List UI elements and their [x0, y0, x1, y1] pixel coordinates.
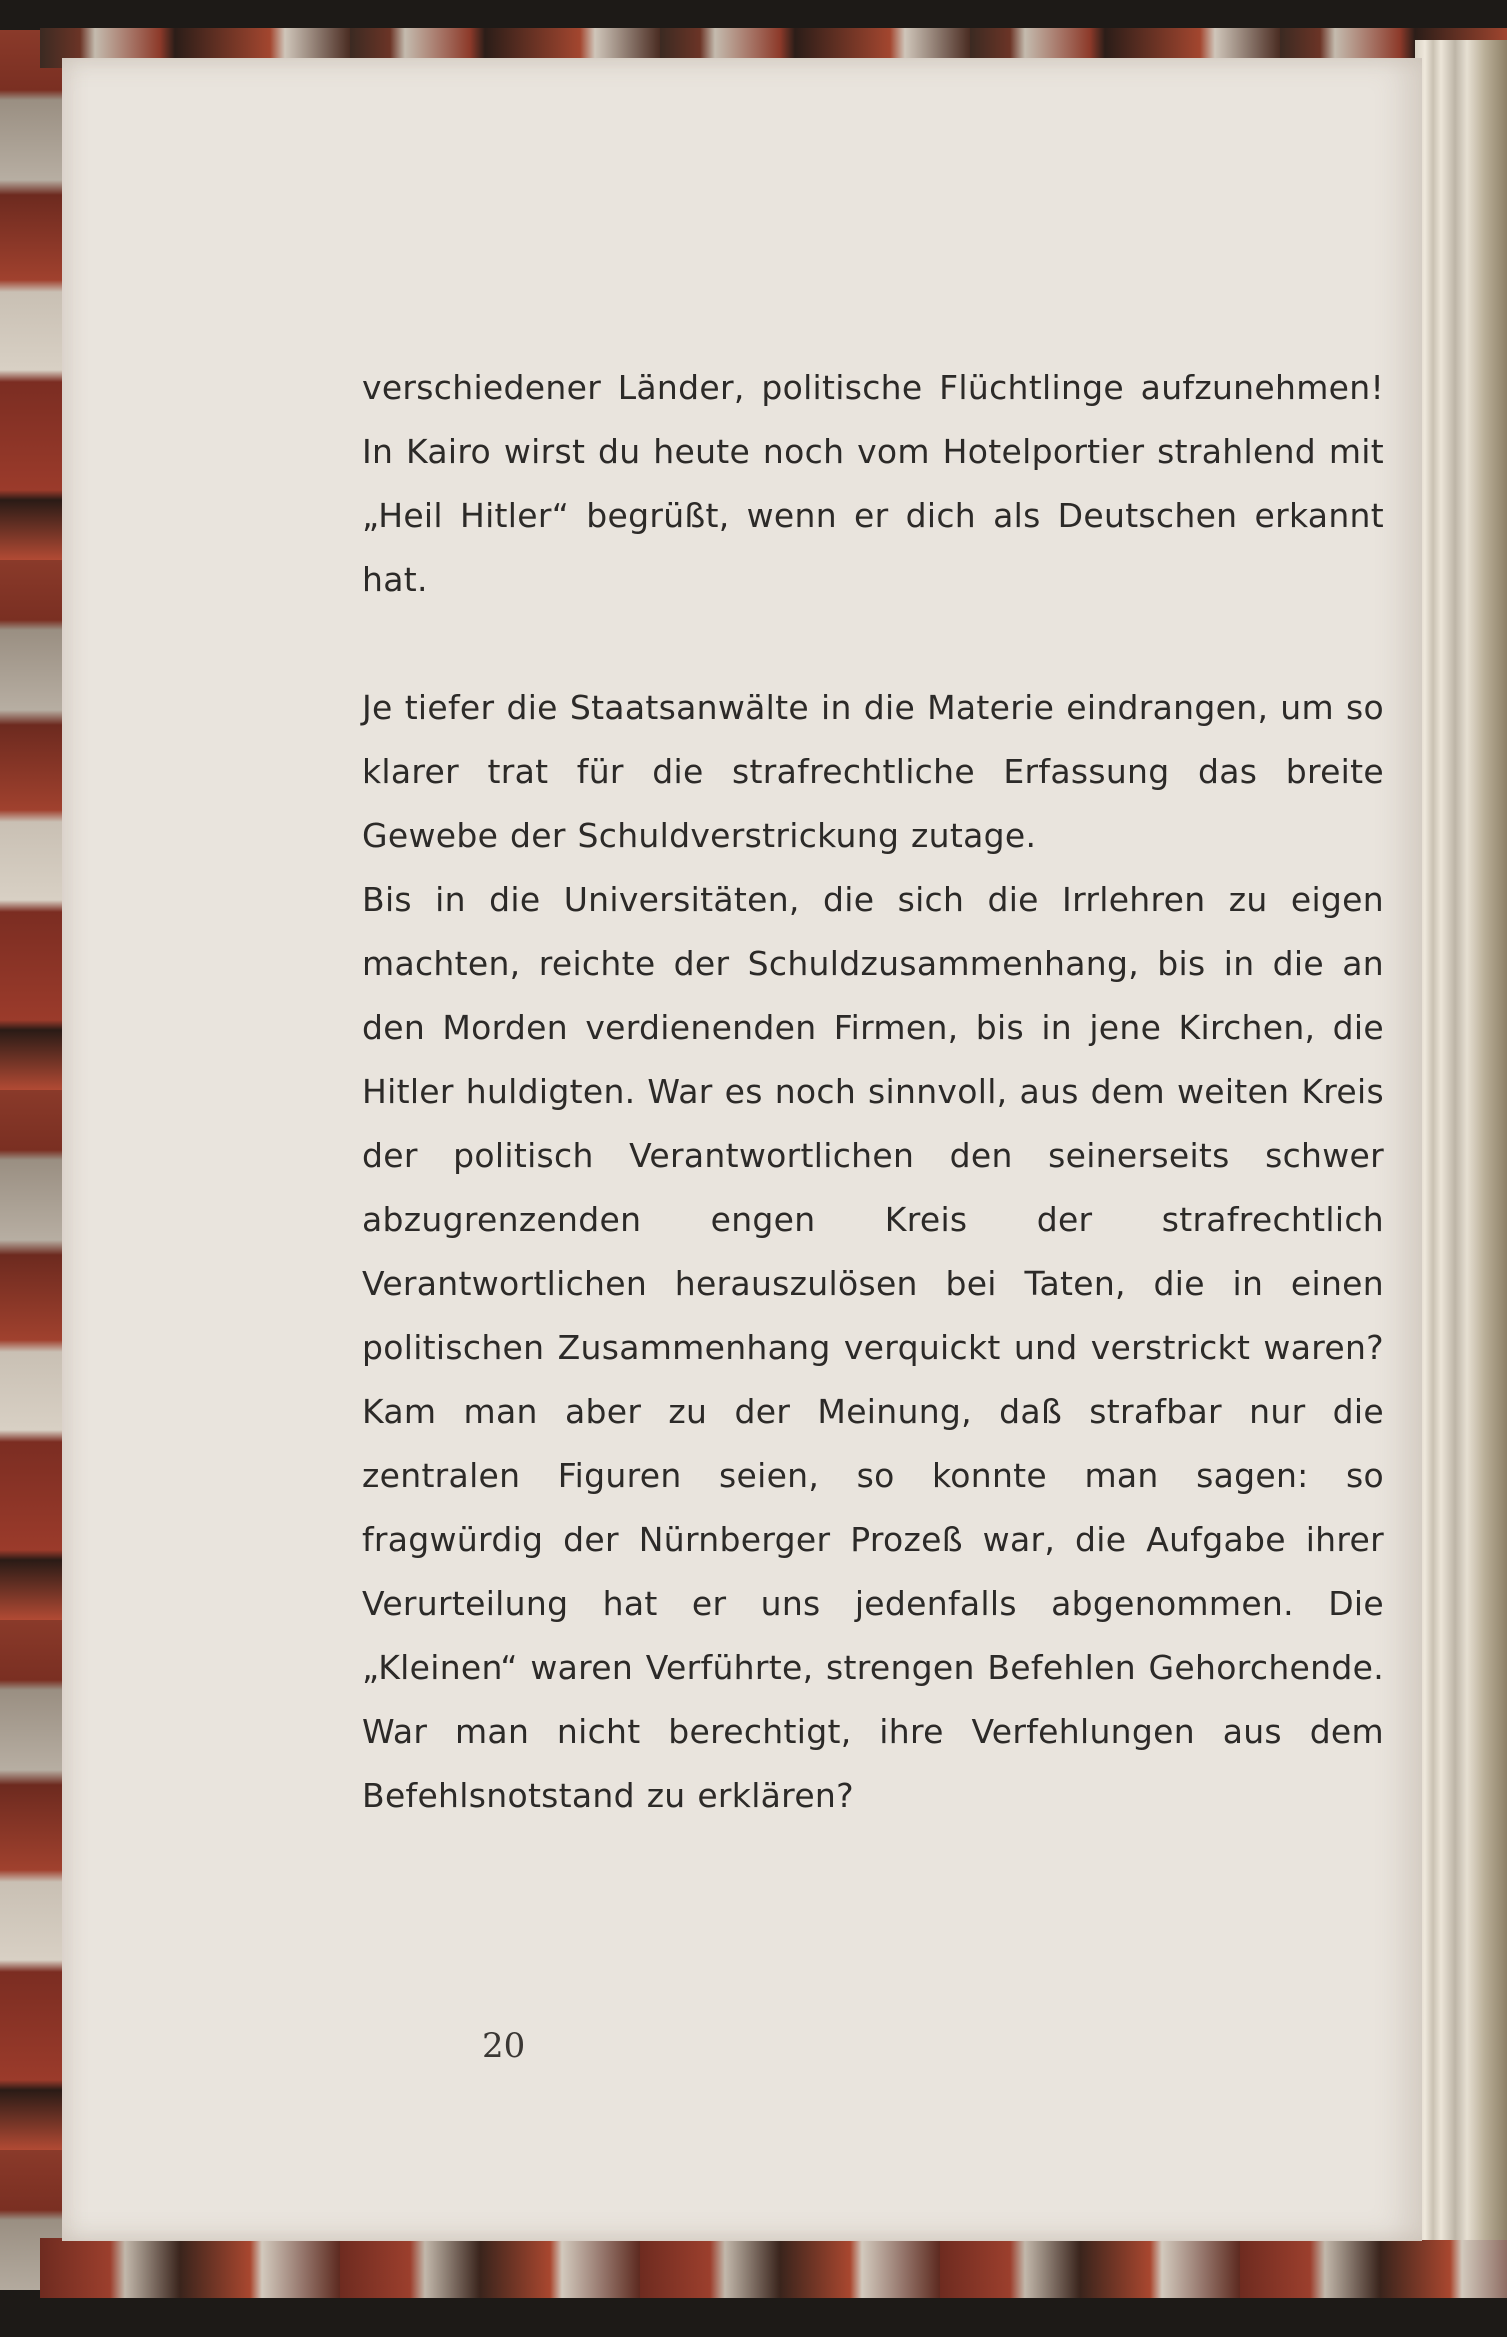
paragraph-2: Je tiefer die Staatsanwälte in die Materie eindrangen, um so klarer trat für die strafrechtliche Erfassung das breite Gewebe der Schuldverstrickung zutage. — [362, 688, 1384, 855]
book-page — [62, 58, 1422, 2241]
page-number: 20 — [482, 2026, 526, 2066]
paragraph-3: Bis in die Universitäten, die sich die Irrlehren zu eigen machten, reichte der Schuldzusammenhang, bis in die an den Morden verdienenden Firmen, bis in jene Kirchen, die Hitler huldigten. War es noch sinnvoll, aus dem weiten Kreis der politisch Verantwortlichen den seinerseits schwer abzugrenzenden engen Kreis der strafrechtlich Verantwortlichen herauszulösen bei Taten, die in einen politischen Zusammenhang verquickt und verstrickt waren? Kam man aber zu der Meinung, daß strafbar nur die zentralen Figuren seien, so konnte man sagen: so fragwürdig der Nürnberger Prozeß war, die Aufgabe ihrer Verurteilung hat er uns jedenfalls abgenommen. Die „Kleinen“ waren Verführte, strengen Befehlen Gehorchende. War man nicht berechtigt, ihre Verfehlungen aus dem Befehlsnotstand zu erklären? — [362, 880, 1384, 1815]
book-cover-bottom-edge — [40, 2238, 1507, 2298]
book-cover-left-edge — [0, 30, 66, 2290]
page-stack-edges — [1415, 40, 1507, 2240]
paragraph-1: verschiedener Länder, politische Flüchtlinge aufzunehmen! In Kairo wirst du heute noch vom Hotelportier strahlend mit „Heil Hitler“ begrüßt, wenn er dich als Deutschen erkannt hat. — [362, 368, 1384, 599]
page-body-text — [362, 356, 1384, 1828]
